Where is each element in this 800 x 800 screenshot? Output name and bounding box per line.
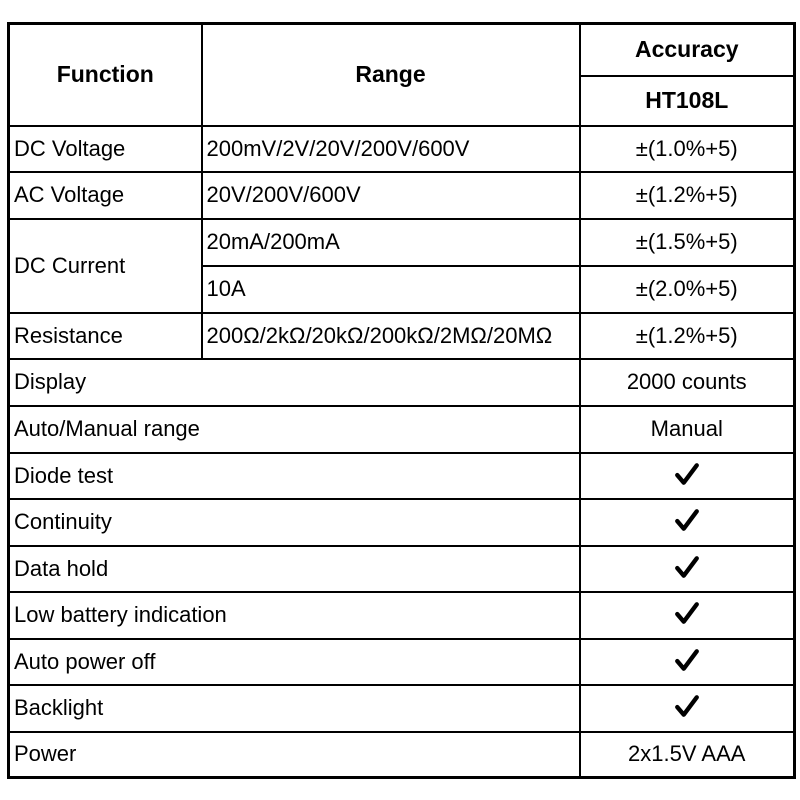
feature-row: [9, 406, 795, 453]
table-row: [9, 219, 795, 266]
feature-check: [580, 499, 795, 546]
checkmark-icon: [674, 554, 700, 580]
table-row: [9, 313, 795, 359]
function-cell: DC Voltage: [9, 126, 202, 172]
feature-label: Diode test: [9, 453, 580, 499]
range-cell: 10A: [202, 266, 580, 313]
accuracy-cell: ±(1.0%+5): [580, 126, 795, 172]
accuracy-cell: ±(2.0%+5): [580, 266, 795, 313]
feature-label: Continuity: [9, 499, 580, 546]
accuracy-cell: ±(1.2%+5): [580, 172, 795, 219]
table-row: [9, 172, 795, 219]
range-cell: 20V/200V/600V: [202, 172, 580, 219]
feature-row: [9, 732, 795, 778]
feature-check: [580, 546, 795, 592]
header-accuracy: Accuracy: [580, 24, 795, 76]
feature-label: Auto power off: [9, 639, 580, 685]
function-cell: Resistance: [9, 313, 202, 359]
spec-table: [7, 22, 796, 779]
checkmark-icon: [674, 507, 700, 533]
feature-check: [580, 453, 795, 499]
checkmark-icon: [674, 647, 700, 673]
function-cell: DC Current: [9, 219, 202, 313]
checkmark-icon: [674, 461, 700, 487]
feature-row: [9, 592, 795, 639]
feature-check: [580, 639, 795, 685]
header-model: HT108L: [580, 76, 795, 126]
feature-value: 2x1.5V AAA: [580, 732, 795, 778]
feature-label: Auto/Manual range: [9, 406, 580, 453]
feature-check: [580, 592, 795, 639]
feature-label: Low battery indication: [9, 592, 580, 639]
feature-row: [9, 639, 795, 685]
checkmark-icon: [674, 693, 700, 719]
feature-value: 2000 counts: [580, 359, 795, 406]
header-range: Range: [202, 24, 580, 126]
accuracy-cell: ±(1.2%+5): [580, 313, 795, 359]
function-cell: AC Voltage: [9, 172, 202, 219]
range-cell: 20mA/200mA: [202, 219, 580, 266]
feature-label: Data hold: [9, 546, 580, 592]
feature-row: [9, 453, 795, 499]
feature-row: [9, 499, 795, 546]
feature-label: Display: [9, 359, 580, 406]
feature-row: [9, 546, 795, 592]
feature-check: [580, 685, 795, 732]
table-row: [9, 126, 795, 172]
range-cell: 200mV/2V/20V/200V/600V: [202, 126, 580, 172]
checkmark-icon: [674, 600, 700, 626]
feature-value: Manual: [580, 406, 795, 453]
feature-row: [9, 685, 795, 732]
range-cell: 200Ω/2kΩ/20kΩ/200kΩ/2MΩ/20MΩ: [202, 313, 580, 359]
feature-row: [9, 359, 795, 406]
feature-label: Power: [9, 732, 580, 778]
feature-label: Backlight: [9, 685, 580, 732]
header-function: Function: [9, 24, 202, 126]
accuracy-cell: ±(1.5%+5): [580, 219, 795, 266]
